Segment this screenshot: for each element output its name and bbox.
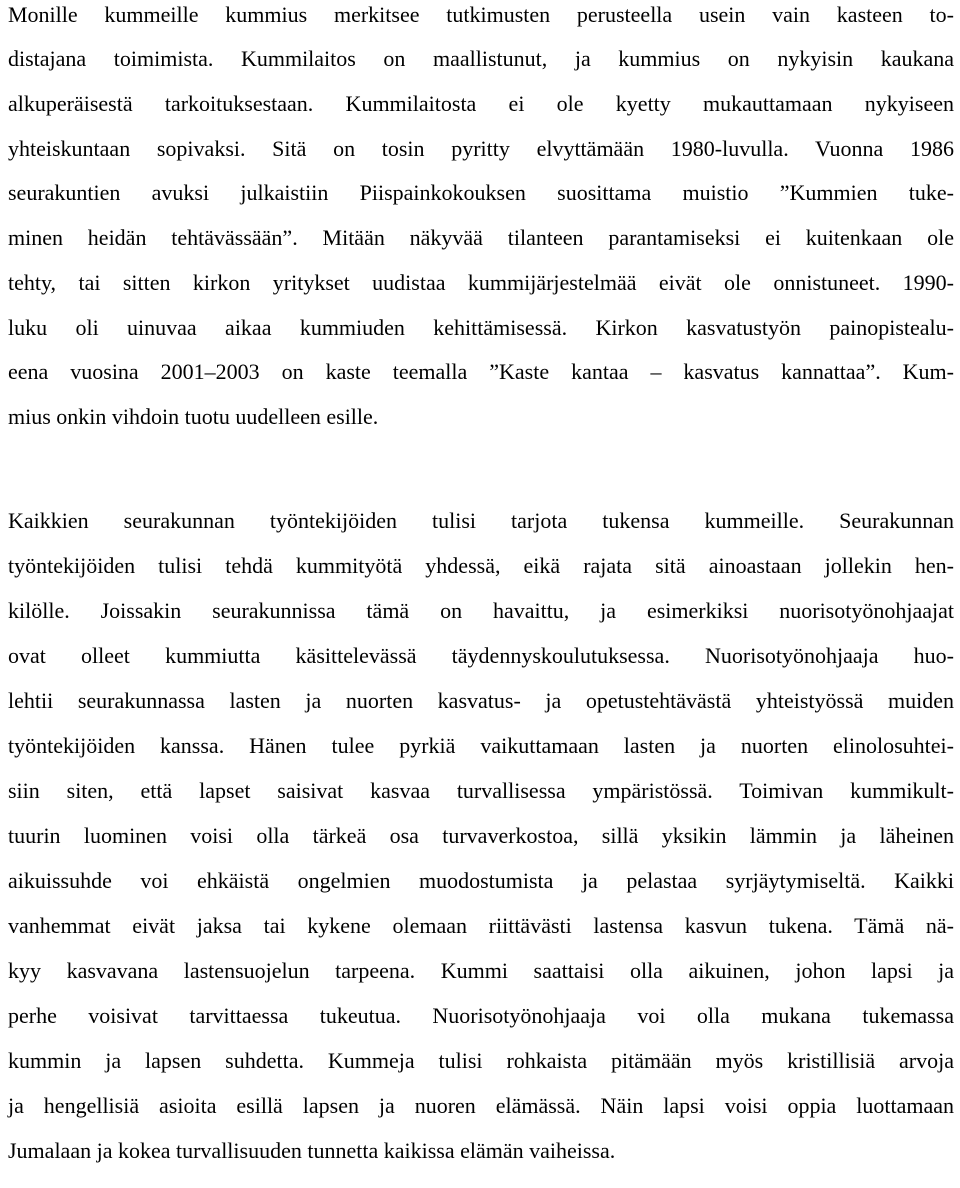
text-line: Kaikkien seurakunnan työntekijöiden tulisi tarjota tukensa kummeille. Seurakunnan	[8, 508, 954, 533]
text-line: yhteiskuntaan sopivaksi. Sitä on tosin pyritty elvyttämään 1980-luvulla. Vuonna 1986	[8, 136, 954, 161]
text-line: distajana toimimista. Kummilaitos on maallistunut, ja kummius on nykyisin kaukana	[8, 46, 954, 71]
text-line: perhe voisivat tarvittaessa tukeutua. Nuorisotyönohjaaja voi olla mukana tukemassa	[8, 1003, 954, 1028]
text-line: työntekijöiden kanssa. Hänen tulee pyrkiä vaikuttamaan lasten ja nuorten elinolosuhtei-	[8, 733, 954, 758]
text-line: tuurin luominen voisi olla tärkeä osa turvaverkostoa, sillä yksikin lämmin ja läheinen	[8, 823, 954, 848]
text-line: kilölle. Joissakin seurakunnissa tämä on havaittu, ja esimerkiksi nuorisotyönohjaajat	[8, 598, 954, 623]
text-line: minen heidän tehtävässään”. Mitään näkyvää tilanteen parantamiseksi ei kuitenkaan ole	[8, 225, 954, 250]
text-line: ja hengellisiä asioita esillä lapsen ja nuoren elämässä. Näin lapsi voisi oppia luottamaan	[8, 1093, 954, 1118]
text-line: mius onkin vihdoin tuotu uudelleen esille.	[8, 404, 379, 429]
text-line: eena vuosina 2001–2003 on kaste teemalla ”Kaste kantaa – kasvatus kannattaa”. Kum-	[8, 359, 954, 384]
text-line: alkuperäisestä tarkoituksestaan. Kummilaitosta ei ole kyetty mukauttamaan nykyiseen	[8, 91, 954, 116]
text-line: aikuissuhde voi ehkäistä ongelmien muodostumista ja pelastaa syrjäytymiseltä. Kaikki	[8, 868, 954, 893]
text-line: kummin ja lapsen suhdetta. Kummeja tulisi rohkaista pitämään myös kristillisiä arvoja	[8, 1048, 954, 1073]
text-line: vanhemmat eivät jaksa tai kykene olemaan riittävästi lastensa kasvun tukena. Tämä nä-	[8, 913, 954, 938]
text-line: Monille kummeille kummius merkitsee tutkimusten perusteella usein vain kasteen to-	[8, 2, 954, 27]
text-line: tehty, tai sitten kirkon yritykset uudistaa kummijärjestelmää eivät ole onnistuneet. 1990-	[8, 270, 954, 295]
text-line: kyy kasvavana lastensuojelun tarpeena. Kummi saattaisi olla aikuinen, johon lapsi ja	[8, 958, 954, 983]
text-line: seurakuntien avuksi julkaistiin Piispainkokouksen suosittama muistio ”Kummien tuke-	[8, 180, 954, 205]
text-line: siin siten, että lapset saisivat kasvaa turvallisessa ympäristössä. Toimivan kummikult-	[8, 778, 954, 803]
text-line: työntekijöiden tulisi tehdä kummityötä yhdessä, eikä rajata sitä ainoastaan jollekin hen-	[8, 553, 954, 578]
text-line: luku oli uinuvaa aikaa kummiuden kehittämisessä. Kirkon kasvatustyön painopistealu-	[8, 315, 954, 340]
text-line: Jumalaan ja kokea turvallisuuden tunnetta kaikissa elämän vaiheissa.	[8, 1138, 616, 1163]
text-line: ovat olleet kummiutta käsittelevässä täydennyskoulutuksessa. Nuorisotyönohjaaja huo-	[8, 643, 954, 668]
text-line: lehtii seurakunnassa lasten ja nuorten kasvatus- ja opetustehtävästä yhteistyössä muiden	[8, 688, 954, 713]
